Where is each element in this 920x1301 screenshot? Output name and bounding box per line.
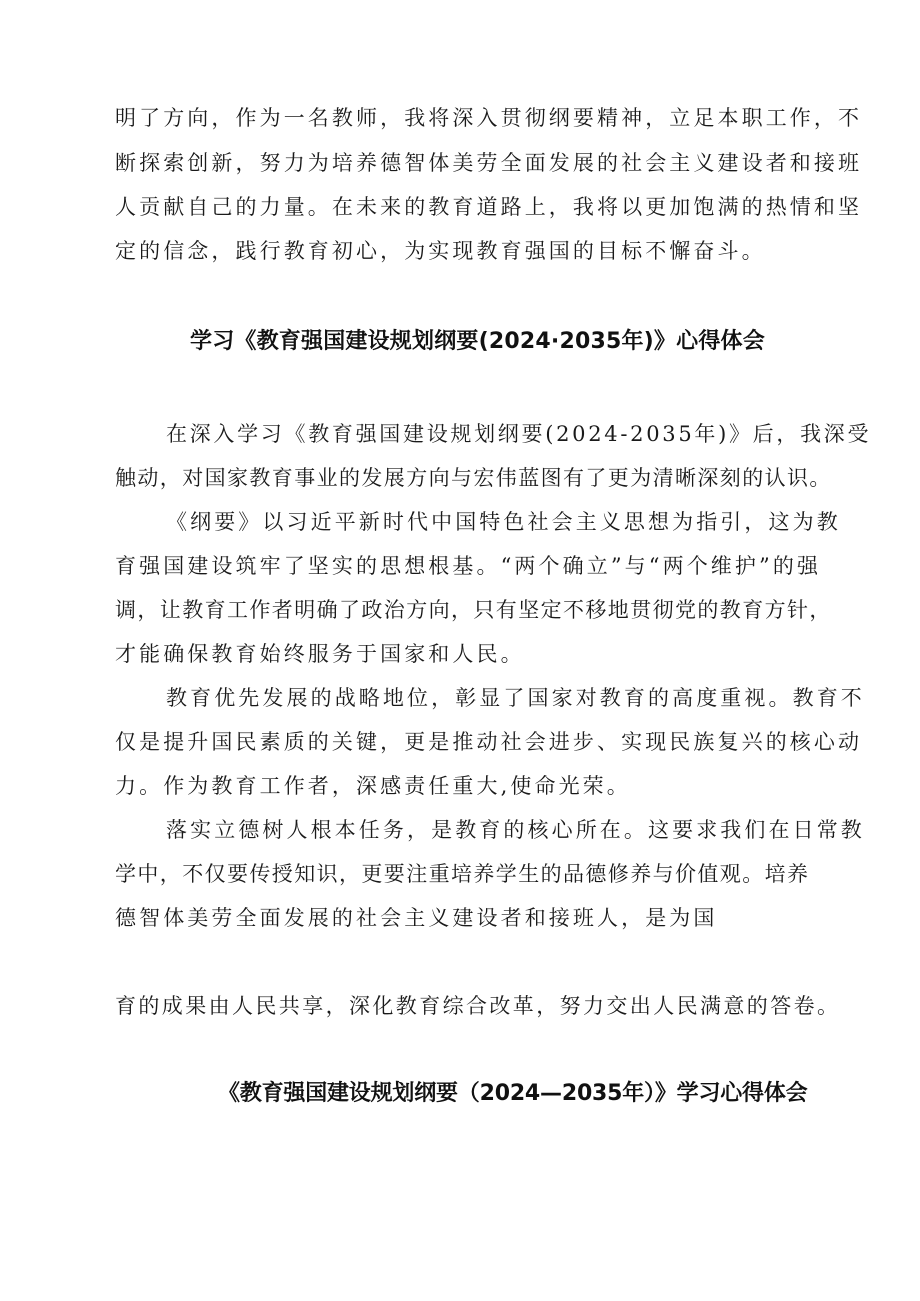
paragraph-2-line-4: 才能确保教育始终服务于国家和人民。 [115, 642, 525, 666]
paragraph-4-line-1: 落实立德树人根本任务，是教育的核心所在。这要求我们在日常教 [166, 818, 865, 842]
paragraph-2-line-3: 调，让教育工作者明确了政治方向，只有坚定不移地贯彻党的教育方针， [115, 598, 832, 622]
paragraph-3-line-1: 教育优先发展的战略地位，彰显了国家对教育的高度重视。教育不 [166, 686, 865, 710]
paragraph-4-line-3: 德智体美劳全面发展的社会主义建设者和接班人，是为国 [115, 906, 718, 930]
intro-line-4: 定的信念，践行教育初心，为实现教育强国的目标不懈奋斗。 [115, 239, 766, 263]
section-heading-2: 《教育强国建设规划纲要（2024—2035年）》学习心得体会 [218, 1081, 808, 1106]
paragraph-3-line-3: 力。作为教育工作者，深感责任重大,使命光荣。 [115, 774, 631, 798]
paragraph-3-line-2: 仅是提升国民素质的关键，更是推动社会进步、实现民族复兴的核心动 [115, 730, 863, 754]
intro-line-3: 人贡献自己的力量。在未来的教育道路上，我将以更加饱满的热情和坚 [115, 195, 863, 219]
paragraph-1-line-1: 在深入学习《教育强国建设规划纲要(2024-2035年)》后，我深受 [166, 422, 872, 446]
intro-line-2: 断探索创新，努力为培养德智体美劳全面发展的社会主义建设者和接班 [115, 151, 863, 175]
paragraph-5-line-1: 育的成果由人民共享，深化教育综合改革，努力交出人民满意的答卷。 [115, 994, 841, 1018]
intro-line-1: 明了方向，作为一名教师，我将深入贯彻纲要精神，立足本职工作，不 [115, 106, 863, 130]
paragraph-2-line-2: 育强国建设筑牢了坚实的思想根基。“两个确立”与“两个维护”的强 [115, 554, 822, 578]
paragraph-1-line-2: 触动，对国家教育事业的发展方向与宏伟蓝图有了更为清晰深刻的认识。 [115, 466, 832, 490]
paragraph-4-line-2: 学中，不仅要传授知识，更要注重培养学生的品德修养与价值观。培养 [115, 862, 810, 886]
paragraph-2-line-1: 《纲要》以习近平新时代中国特色社会主义思想为指引，这为教 [166, 510, 841, 534]
section-heading-1: 学习《教育强国建设规划纲要(2024·2035年)》心得体会 [190, 329, 765, 354]
